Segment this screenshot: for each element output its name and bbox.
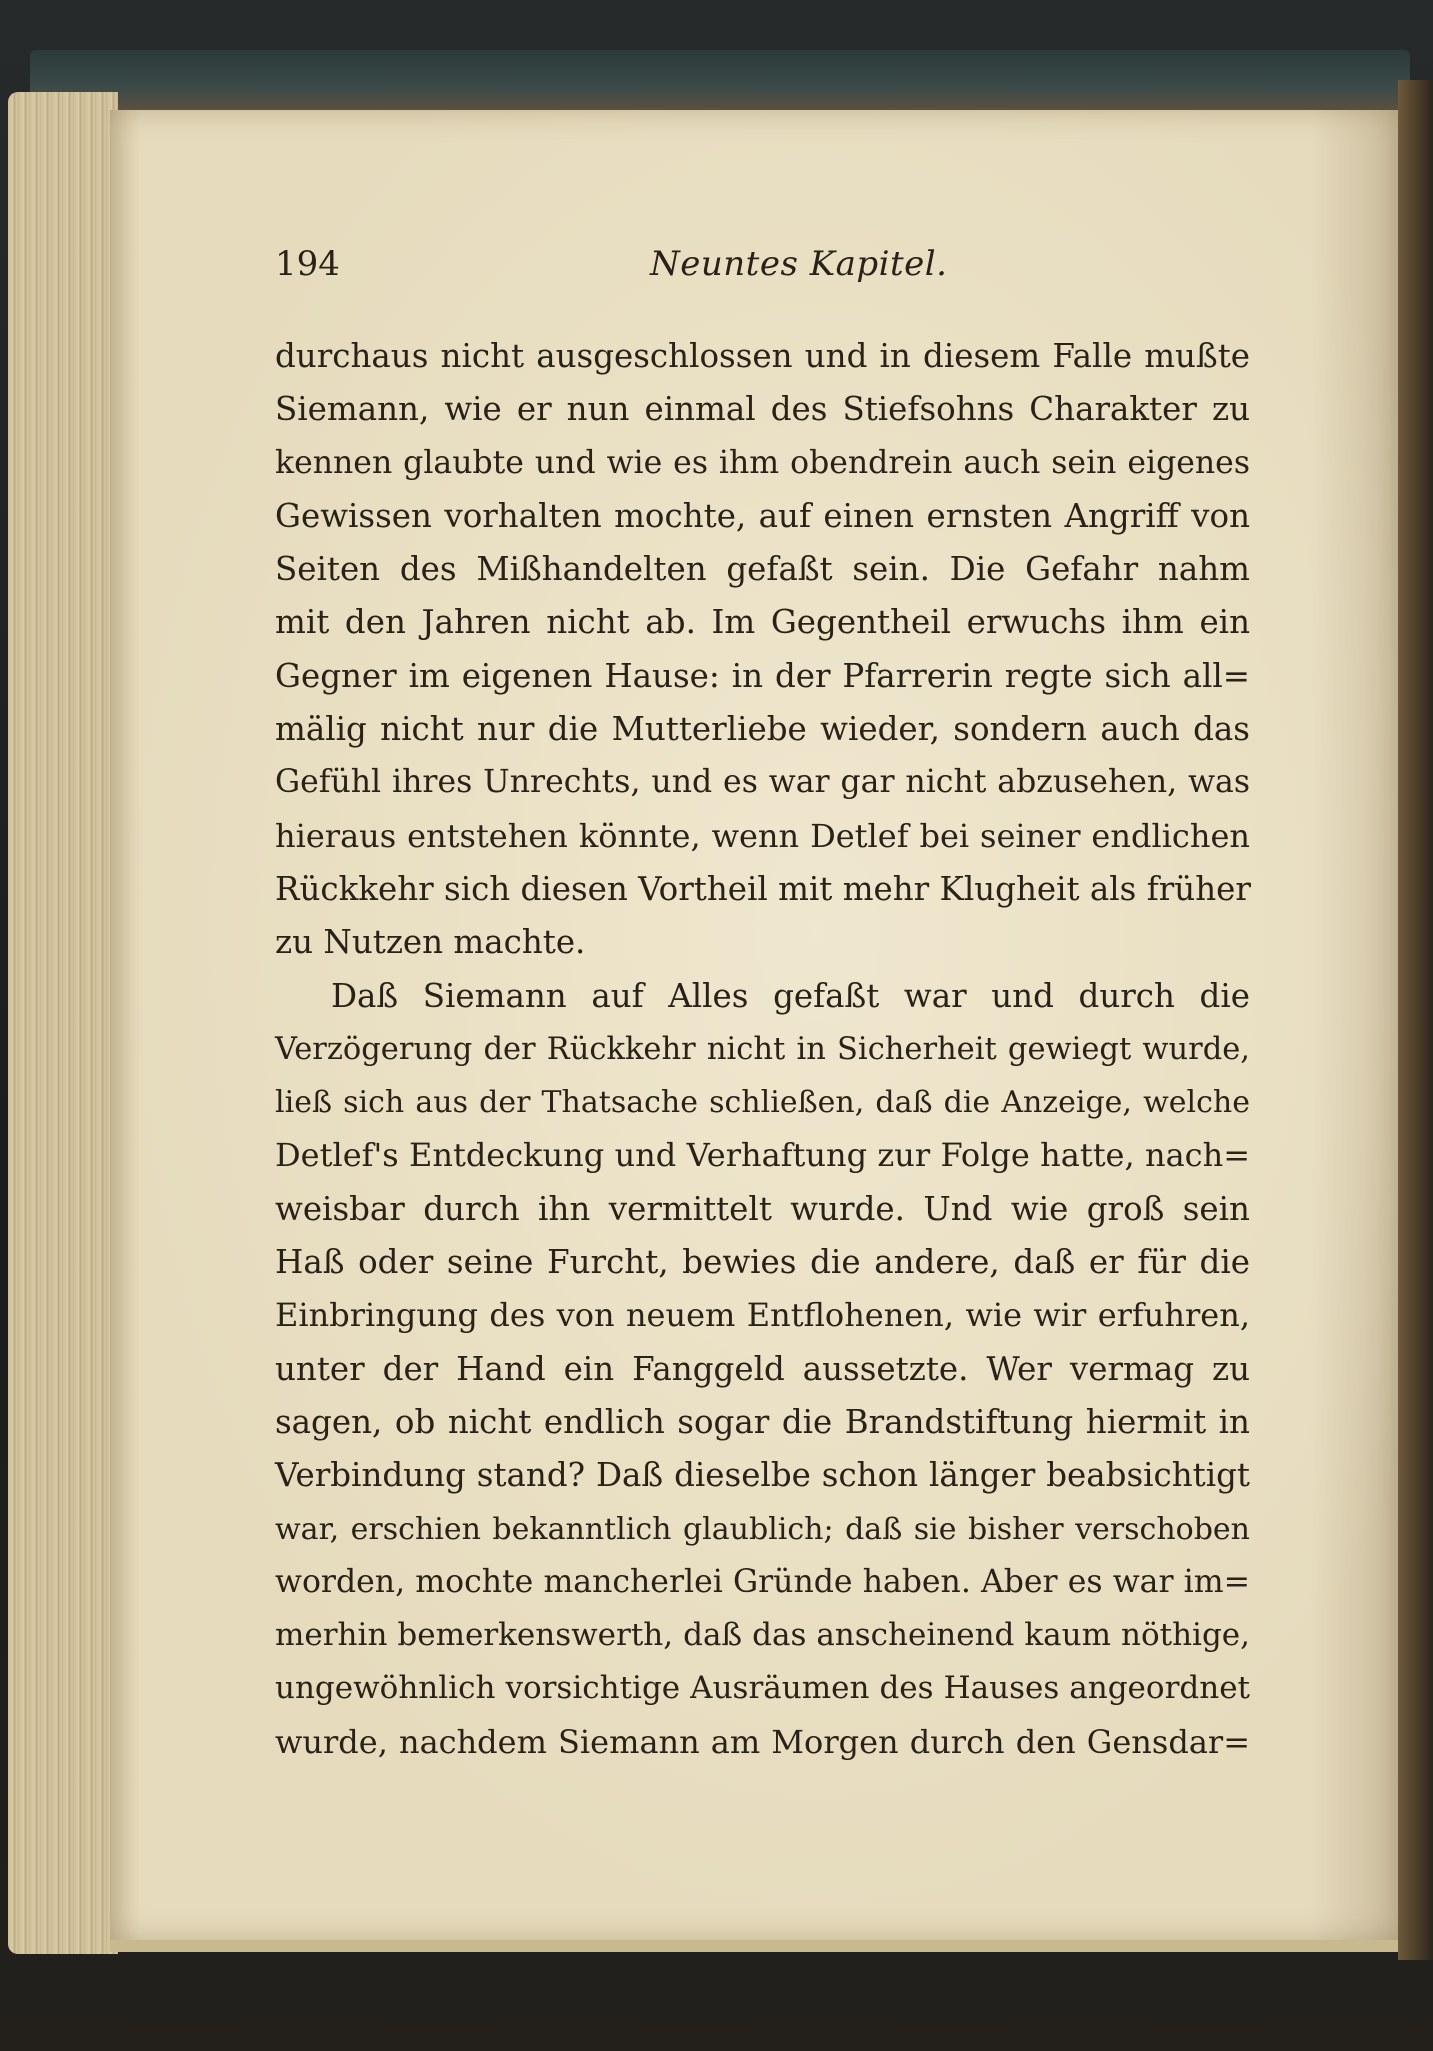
text-line: Daß Siemann auf Alles gefaßt war und durch die: [331, 976, 1250, 1015]
text-line: war, erschien bekanntlich glaublich; daß sie bisher verschoben: [275, 1511, 1250, 1547]
text-line: hieraus entstehen könnte, wenn Detlef bei seiner endlichen: [275, 816, 1250, 855]
text-line: ungewöhnlich vorsichtige Ausräumen des Hauses angeordnet: [275, 1670, 1250, 1707]
text-line: merhin bemerkenswerth, daß das anscheinend kaum nöthige,: [275, 1617, 1250, 1654]
text-line: Siemann, wie er nun einmal des Stiefsohns Charakter zu: [275, 390, 1250, 429]
text-line: Einbringung des von neuem Entflohenen, wie wir erfuhren,: [275, 1296, 1250, 1335]
text-line: durchaus nicht ausgeschlossen und in diesem Falle mußte: [275, 337, 1250, 375]
text-line: kennen glaubte und wie es ihm obendrein auch sein eigenes: [275, 444, 1250, 481]
text-line: ließ sich aus der Thatsache schließen, daß die Anzeige, welche: [275, 1085, 1250, 1121]
text-line: Gefühl ihres Unrechts, und es war gar nicht abzusehen, was: [275, 764, 1250, 801]
text-line: Gegner im eigenen Hause: in der Pfarrerin regte sich all=: [275, 656, 1250, 695]
text-line: mälig nicht nur die Mutterliebe wieder, sondern auch das: [275, 710, 1250, 749]
body-text: [275, 330, 1250, 1769]
text-line: Verbindung stand? Daß dieselbe schon länger beabsichtigt: [275, 1456, 1250, 1495]
text-line: zu Nutzen machte.: [275, 923, 586, 962]
text-line: worden, mochte mancherlei Gründe haben. Aber es war im=: [275, 1563, 1250, 1600]
page-bottom-edge: [110, 1938, 1398, 1952]
book-spine: [1398, 80, 1433, 1960]
text-line: Verzögerung der Rückkehr nicht in Sicherheit gewiegt wurde,: [275, 1031, 1250, 1067]
running-head: Neuntes Kapitel.: [650, 244, 948, 284]
text-line: Haß oder seine Furcht, bewies die andere, daß er für die: [275, 1243, 1250, 1282]
page-number: 194: [275, 244, 340, 284]
page-edges-stack: [8, 92, 118, 1954]
cover-top-edge: [30, 50, 1410, 110]
text-line: mit den Jahren nicht ab. Im Gegentheil erwuchs ihm ein: [275, 603, 1250, 642]
text-line: sagen, ob nicht endlich sogar die Brandstiftung hiermit in: [275, 1402, 1250, 1441]
text-line: Gewissen vorhalten mochte, auf einen ernsten Angriff von: [275, 496, 1250, 535]
text-line: Detlef's Entdeckung und Verhaftung zur Folge hatte, nach=: [275, 1136, 1250, 1175]
text-line: wurde, nachdem Siemann am Morgen durch den Gensdar=: [275, 1722, 1250, 1761]
text-line: Rückkehr sich diesen Vortheil mit mehr Klugheit als früher: [275, 869, 1251, 908]
page-header: [275, 238, 1250, 298]
text-line: Seiten des Mißhandelten gefaßt sein. Die Gefahr nahm: [275, 550, 1250, 589]
text-line: unter der Hand ein Fanggeld aussetzte. Wer vermag zu: [275, 1349, 1250, 1388]
text-line: weisbar durch ihn vermittelt wurde. Und wie groß sein: [275, 1189, 1250, 1228]
